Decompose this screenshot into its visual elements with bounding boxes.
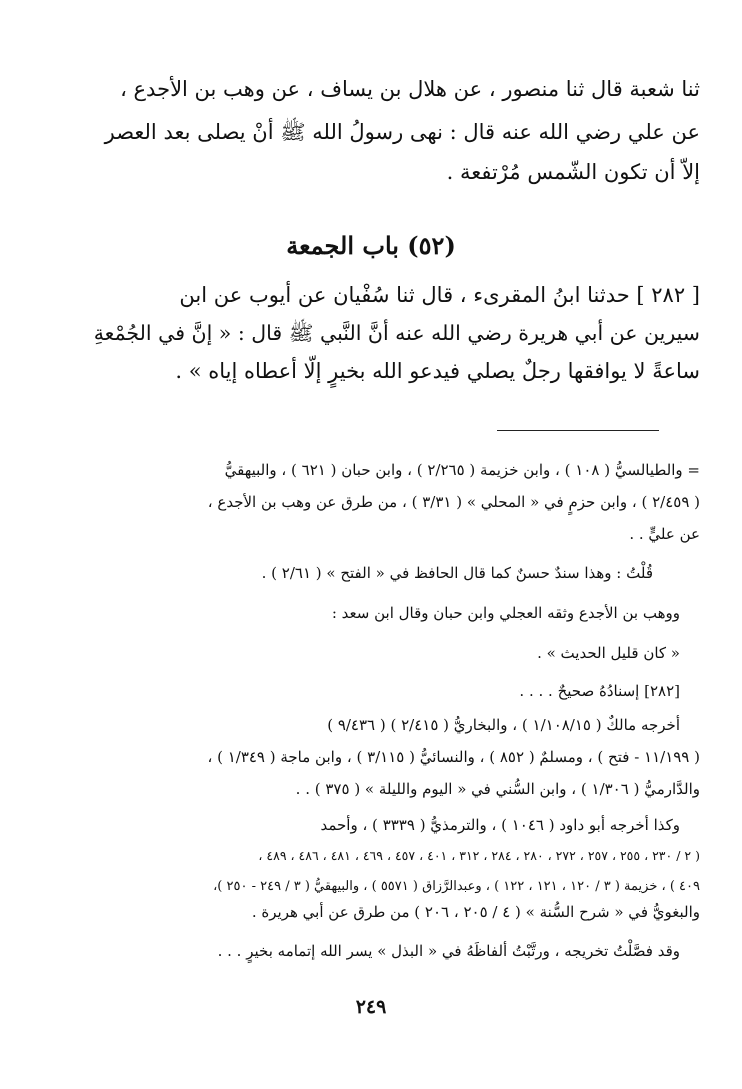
hadith-text-line: [ ٢٨٢ ] حدثنا ابنُ المقرىء ، قال ثنا سُفْيان عن أيوب عن ابن: [179, 283, 700, 307]
footnote-line: أخرجه مالكٌ ( ١/١٠٨/١٥ ) ، والبخاريُّ ( ٢/٤١٥ ) ( ٩/٤٣٦ ): [327, 716, 680, 734]
footnote-line: = والطيالسيُّ ( ١٠٨ ) ، وابن خزيمة ( ٢/٢٦٥ ) ، وابن حبان ( ٦٢١ ) ، والبيهقيُّ: [224, 461, 700, 479]
footnote-line: ووهب بن الأجدع وثقه العجلي وابن حبان وقال ابن سعد :: [331, 604, 680, 622]
main-text-line: إلاّ أن تكون الشّمس مُرْتفعة .: [446, 160, 700, 184]
footnote-line: وكذا أخرجه أبو داود ( ١٠٤٦ ) ، والترمذيُّ ( ٣٣٣٩ ) ، وأحمد: [320, 816, 680, 834]
hadith-text-line: سيرين عن أبي هريرة رضي الله عنه أنَّ النَّبي ﷺ قال : « إنَّ في الجُمْعةِ: [93, 321, 700, 345]
footnote-separator: [497, 430, 659, 431]
footnote-line: « كان قليل الحديث » .: [537, 644, 680, 662]
footnote-line: ( ٢ / ٢٣٠ ، ٢٥٥ ، ٢٥٧ ، ٢٧٢ ، ٢٨٠ ، ٢٨٤ ، ٣١٢ ، ٤٠١ ، ٤٥٧ ، ٤٦٩ ، ٤٨١ ، ٤٨٦ ، ٤٨٩ ،: [258, 848, 700, 863]
chapter-heading: (٥٢) باب الجمعة: [286, 231, 456, 260]
main-text-line: عن علي رضي الله عنه قال : نهى رسولُ الله ﷺ أنْ يصلى بعد العصر: [104, 120, 700, 144]
footnote-line: قُلْتُ : وهذا سندٌ حسنٌ كما قال الحافظ في « الفتح » ( ٢/٦١ ) .: [261, 564, 653, 582]
footnote-line: ٤٠٩ ) ، خزيمة ( ٣ / ١٢٠ ، ١٢١ ، ١٢٢ ) ، وعبدالرَّزاق ( ٥٥٧١ ) ، والبيهقيُّ ( ٣ / ٢٤٩ - ٢٥٠ )،: [213, 879, 700, 894]
footnote-line: [٢٨٢] إسنادُهُ صحيحٌ . . . .: [519, 682, 680, 700]
footnote-line: ( ١١/١٩٩ - فتح ) ، ومسلمٌ ( ٨٥٢ ) ، والنسائيُّ ( ٣/١١٥ ) ، وابن ماجة ( ١/٣٤٩ ) ،: [207, 748, 700, 766]
page-number: ٢٤٩: [355, 996, 387, 1018]
footnote-line: وقد فصَّلْتُ تخريجه ، ورتَّبْتُ ألفاظَهُ في « البذل » يسر الله إتمامه بخيرٍ . . .: [217, 942, 680, 960]
footnote-line: ( ٢/٤٥٩ ) ، وابن حزمٍ في « المحلي » ( ٣/٣١ ) ، من طرق عن وهب بن الأجدع ،: [207, 493, 700, 511]
footnote-line: والدَّارميُّ ( ١/٣٠٦ ) ، وابن السُّني في « اليوم والليلة » ( ٣٧٥ ) . .: [295, 780, 700, 798]
footnote-line: عن عليٍّ . .: [629, 525, 700, 543]
footnote-line: والبغويُّ في « شرح السُّنة » ( ٤ / ٢٠٥ ، ٢٠٦ ) من طرق عن أبي هريرة .: [251, 903, 700, 921]
main-text-line: ثنا شعبة قال ثنا منصور ، عن هلال بن يساف ، عن وهب بن الأجدع ،: [120, 77, 700, 101]
hadith-text-line: ساعةً لا يوافقها رجلٌ يصلي فيدعو الله بخيرٍ إلّا أعطاه إياه » .: [175, 359, 700, 383]
